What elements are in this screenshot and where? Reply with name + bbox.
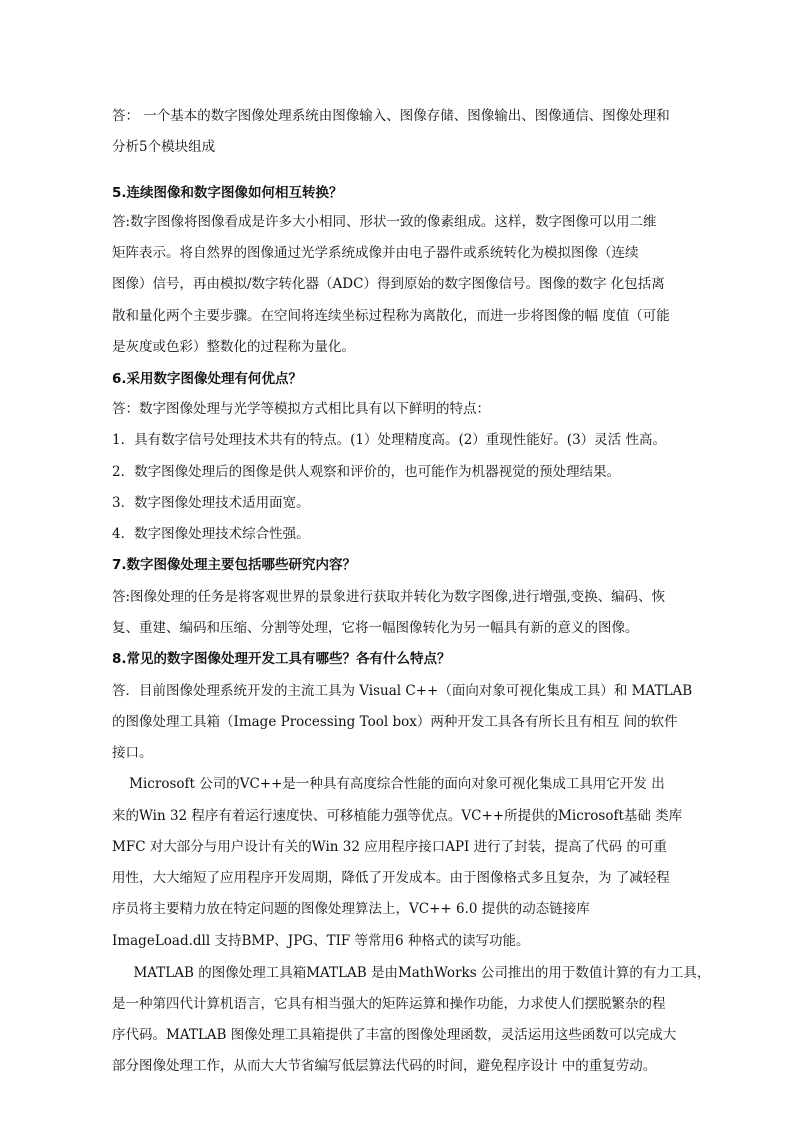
question-8-heading: 8.常见的数字图像处理开发工具有哪些？各有什么特点？ bbox=[112, 651, 451, 667]
answer-text-line: 答:图像处理的任务是将客观世界的景象进行获取并转化为数字图像,进行增强,变换、编码、恢 bbox=[112, 589, 666, 605]
answer-text-line: 答：数字图像处理与光学等模拟方式相比具有以下鲜明的特点： bbox=[112, 401, 490, 417]
paragraph-matlab-line: 部分图像处理工作，从而大大节省编写低层算法代码的时间，避免程序设计 中的重复劳动。 bbox=[112, 1058, 657, 1074]
paragraph-vc-line: MFC 对大部分与用户设计有关的Win 32 应用程序接口API 进行了封装，提高了代码 的可重 bbox=[112, 839, 667, 855]
list-item: 1．具有数字信号处理技术共有的特点。(1）处理精度高。(2）重现性能好。(3）灵活 性高。 bbox=[112, 432, 666, 448]
list-item: 2．数字图像处理后的图像是供人观察和评价的，也可能作为机器视觉的预处理结果。 bbox=[112, 464, 621, 480]
paragraph-vc-line: 序员将主要精力放在特定问题的图像处理算法上，VC++ 6.0 提供的动态链接库 bbox=[112, 901, 590, 917]
paragraph-vc-line: 用性，大大缩短了应用程序开发周期，降低了开发成本。由于图像格式多且复杂，为 了减轻程 bbox=[112, 870, 670, 886]
paragraph-vc-line: Microsoft 公司的VC++是一种具有高度综合性能的面向对象可视化集成工具用它开发 出 bbox=[112, 776, 665, 792]
answer-text-line: 答： 一个基本的数字图像处理系统由图像输入、图像存储、图像输出、图像通信、图像处理和 bbox=[112, 108, 670, 124]
question-7-heading: 7.数字图像处理主要包括哪些研究内容？ bbox=[112, 557, 357, 573]
answer-text-line: 答:数字图像将图像看成是许多大小相同、形状一致的像素组成。这样，数字图像可以用二维 bbox=[112, 214, 657, 230]
answer-text-line: 分析5个模块组成 bbox=[112, 139, 216, 155]
paragraph-vc-line: ImageLoad.dll 支持BMP、JPG、TIF 等常用6 种格式的读写功能。 bbox=[112, 933, 530, 949]
question-5-heading: 5.连续图像和数字图像如何相互转换？ bbox=[112, 185, 343, 201]
answer-text-line: 图像）信号，再由模拟/数字转化器（ADC）得到原始的数字图像信号。图像的数字 化包括离 bbox=[112, 276, 665, 292]
question-6-heading: 6.采用数字图像处理有何优点？ bbox=[112, 371, 303, 387]
answer-text-line: 是灰度或色彩）整数化的过程称为量化。 bbox=[112, 339, 355, 355]
paragraph-matlab-line: 序代码。MATLAB 图像处理工具箱提供了丰富的图像处理函数，灵活运用这些函数可以完成大 bbox=[112, 1027, 677, 1043]
paragraph-matlab-line: 是一种第四代计算机语言，它具有相当强大的矩阵运算和操作功能，力求使人们摆脱繁杂的程 bbox=[112, 996, 666, 1012]
list-item: 4．数字图像处理技术综合性强。 bbox=[112, 526, 310, 542]
answer-text-line: 答．目前图像处理系统开发的主流工具为 Visual C++（面向对象可视化集成工具）和 MATLAB bbox=[112, 683, 693, 699]
answer-text-line: 矩阵表示。将自然界的图像通过光学系统成像并由电子器件或系统转化为模拟图像（连续 bbox=[112, 245, 639, 261]
answer-text-line: 接口。 bbox=[112, 745, 153, 761]
list-item: 3．数字图像处理技术适用面宽。 bbox=[112, 495, 310, 511]
answer-text-line: 复、重建、编码和压缩、分割等处理，它将一幅图像转化为另一幅具有新的意义的图像。 bbox=[112, 620, 639, 636]
answer-text-line: 散和量化两个主要步骤。在空间将连续坐标过程称为离散化，而进一步将图像的幅 度值（可能 bbox=[112, 308, 670, 324]
paragraph-matlab-line: MATLAB 的图像处理工具箱MATLAB 是由MathWorks 公司推出的用于数值计算的有力工具， bbox=[112, 965, 711, 981]
paragraph-vc-line: 来的Win 32 程序有着运行速度快、可移植能力强等优点。VC++所提供的Microsoft基础 类库 bbox=[112, 808, 683, 824]
answer-text-line: 的图像处理工具箱（Image Processing Tool box）两种开发工具各有所长且有相互 间的软件 bbox=[112, 714, 678, 730]
